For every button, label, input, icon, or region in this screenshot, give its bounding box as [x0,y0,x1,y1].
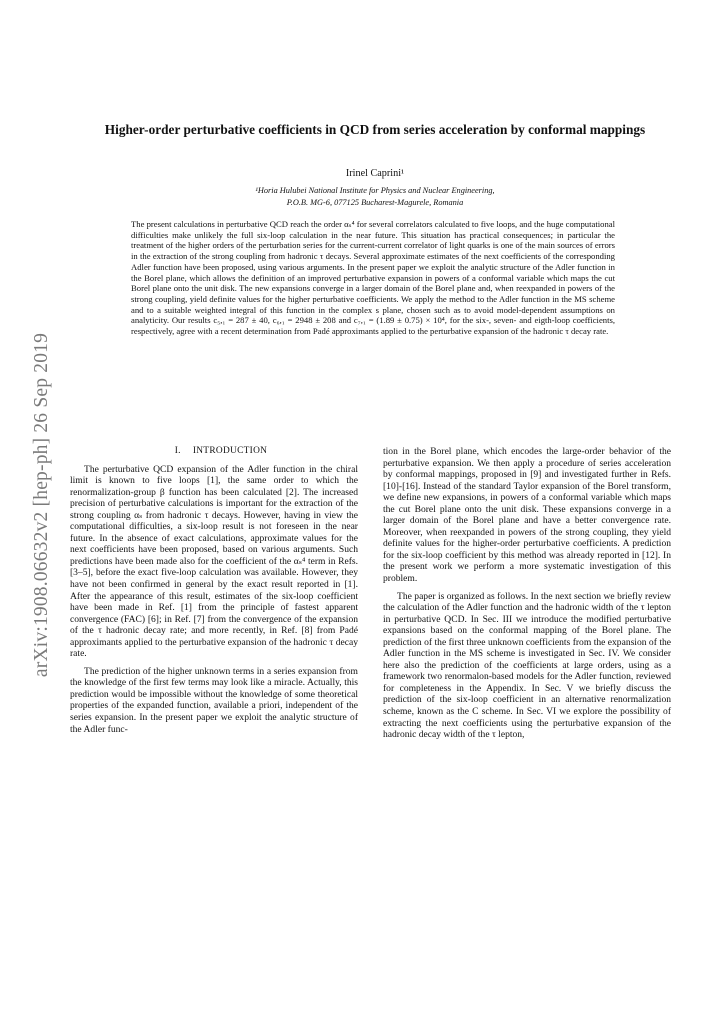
section-title: INTRODUCTION [192,446,268,456]
affiliation-line-2: P.O.B. MG-6, 077125 Bucharest-Magurele, Romania [286,198,464,207]
paragraph: The paper is organized as follows. In the next section we briefly review the calculation of the Adler function and the hadronic width of the τ lepton in perturbative QCD. In Sec. III we introduce the modified perturbative expansions based on the conformal mapping of the Borel plane. The prediction of the first three unknown coefficients from the expansion of the Adler function in the MS scheme is investigated in Sec. IV. We consider here also the prediction of the coefficients at large orders, using as a framework two renormalon-based models for the Adler function, reviewed for completeness in the Appendix. In Sec. V we briefly discuss the prediction of the six-loop coefficient in an alternative renormalization scheme, known as the C scheme. In Sec. VI we explore the possibility of extracting the next coefficients using the perturbative expansion of the hadronic decay width of the τ lepton, [383,590,671,741]
affiliation-line-1: ¹Horia Hulubei National Institute for Physics and Nuclear Engineering, [255,186,495,195]
arxiv-identifier-stamp [22,315,62,695]
paragraph: tion in the Borel plane, which encodes the large-order behavior of the perturbative expansion. We then apply a procedure of series acceleration by conformal mappings, proposed in [9] and investigated further in Refs. [10]-[16]. Instead of the standard Taylor expansion of the Borel transform, we define new expansions, in powers of a conformal variable which maps the cut Borel plane onto the unit disk. These expansions converge in a larger domain of the Borel plane and have a better convergence rate. Moreover, when reexpanded in powers of the strong coupling, they yield definite values for the higher-order perturbative coefficients. A prediction for the six-loop coefficient by this method was already reported in [12]. In the present work we perform a more systematic investigation of this problem. [383,446,671,585]
affiliation [70,185,680,209]
paper-title: Higher-order perturbative coefficients in QCD from series acceleration by conformal mappings [104,122,646,137]
paragraph: The prediction of the higher unknown terms in a series expansion from the knowledge of the first few terms may look like a miracle. Actually, this prediction would be impossible without the knowledge of some theoretical properties of the expanded function, available a priori, independent of the series expansion. In the present paper we exploit the analytic structure of the Adler func- [70,665,358,735]
section-number: I. [174,446,181,456]
section-heading [70,446,358,458]
arxiv-identifier-text: arXiv:1908.06632v2 [hep-ph] 26 Sep 2019 [31,332,52,678]
abstract: The present calculations in perturbative QCD reach the order αₛ⁴ for several correlators calculated to five loops, and the huge computational difficulties make unlikely the full six-loop calculation in the near future. This situation has practical consequences; in particular the treatment of the higher orders of the perturbation series for the current-current correlator of light quarks is one of the main sources of errors in the extraction of the strong coupling from hadronic τ decays. Several approximate estimates of the next coefficients of the corresponding Adler function have been proposed, using various arguments. In the present paper we exploit the analytic structure of the Adler function in the Borel plane, which allows the definition of an improved perturbative expansion in powers of a conformal variable which maps the cut Borel plane onto the unit disk. The new expansions converge in a larger domain of the Borel plane and, when reexpanded in powers of the strong coupling, yield definite values for the higher perturbative coefficients. We apply the method to the Adler function in the MS scheme and to a suitable weighted integral of this function in the complex s plane, chosen such as to avoid model-dependent assumptions on analyticity. Our results c₅,₁ = 287 ± 40, c₆,₁ = 2948 ± 208 and c₇,₁ = (1.89 ± 0.75) × 10⁴, for the six-, seven- and eigth-loop coefficients, respectively, agree with a recent determination from Padé approximants applied to the perturbative expansion of the hadronic τ decay rate. [131,219,615,337]
author-name: Irinel Caprini¹ [345,168,405,179]
paragraph: The perturbative QCD expansion of the Adler function in the chiral limit is known to five loops [1], the same order to which the renormalization-group β function has been calculated [2]. The increased precision of perturbative calculations is important for the extraction of the strong coupling αₛ from hadronic τ decays. However, having in view the computational difficulties, a six-loop result is not foreseen in the near future. In the absence of exact calculations, approximate values for the next coefficients have been proposed, based on various arguments. Such predictions have been made also for the coefficient of the αₛ⁴ term in Refs. [3–5], before the exact five-loop calculation was available. However, they have not been confirmed in general by the exact result reported in [1]. After the appearance of this result, estimates of the six-loop coefficient have been made in Ref. [1] from the principle of fastest apparent convergence (FAC) [6]; in Ref. [7] from the convergence of the expansion of the τ hadronic decay rate; and more recently, in Ref. [8] from Padé approximants applied to the perturbative expansion of the hadronic τ decay rate. [70,463,358,660]
right-column [383,446,671,741]
left-column [70,446,358,735]
